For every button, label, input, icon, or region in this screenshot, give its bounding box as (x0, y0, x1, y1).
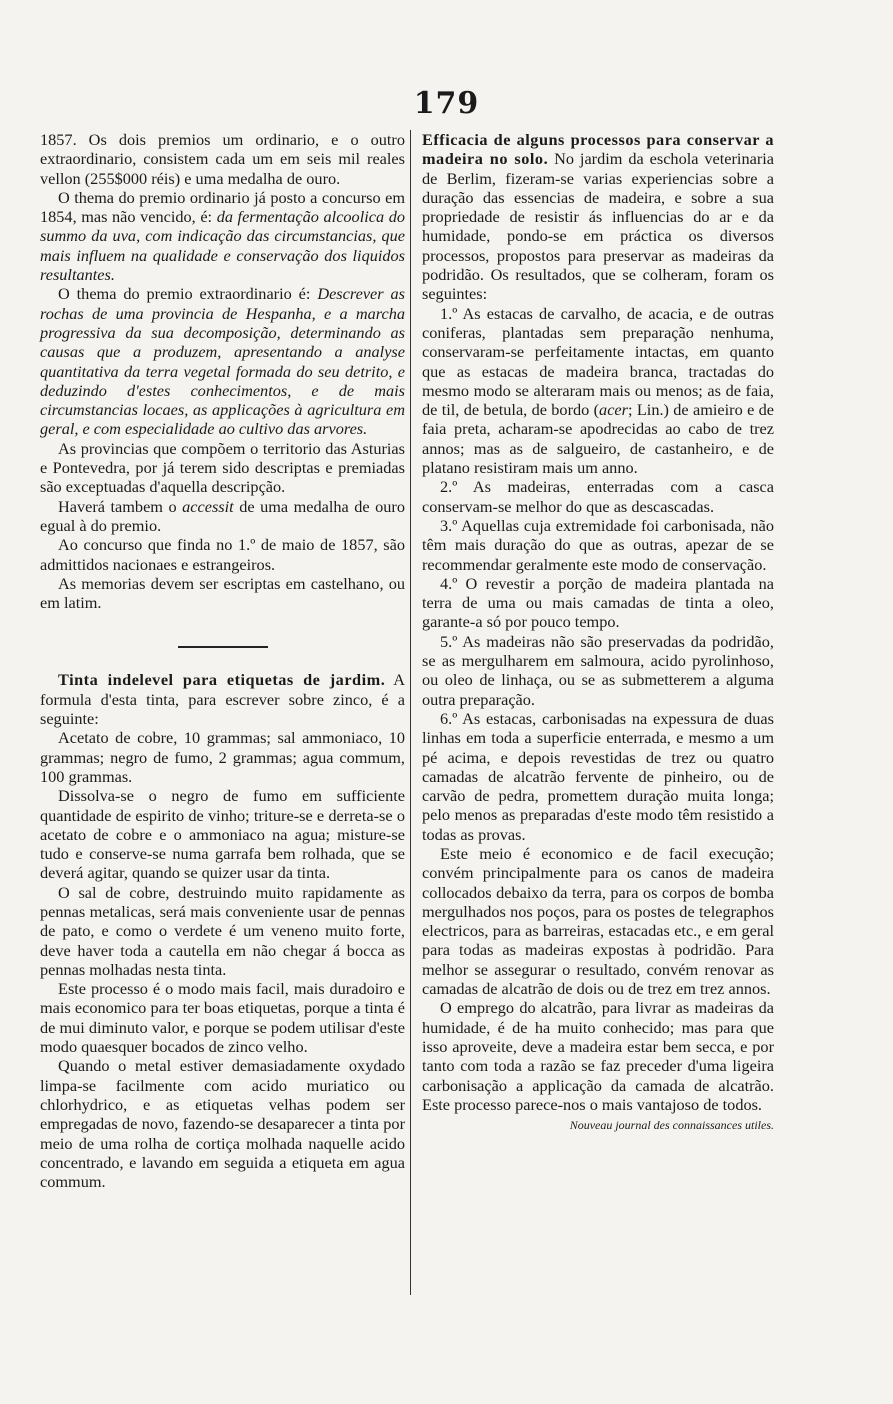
paragraph: O sal de cobre, destruindo muito rapidamente as pennas metalicas, será mais conveniente usar de pennas de pato, e como o verdete é um veneno muito forte, deve haver toda a cautella em não chegar á bocca as pennas molhadas nesta tinta. (40, 882, 405, 979)
source-citation: Nouveau journal des connaissances utiles. (569, 1118, 774, 1133)
paragraph: As memorias devem ser escriptas em castelhano, ou em latim. (40, 573, 405, 613)
left-column (40, 130, 405, 1191)
section-heading: Tinta indelevel para etiquetas de jardim. (58, 670, 386, 690)
list-item: 4.º O revestir a porção de madeira plantada na terra de uma ou mais camadas de tinta a oleo, garante-a só por pouco tempo. (422, 573, 774, 632)
paragraph: O thema do premio ordinario já posto a concurso em 1854, mas não vencido, é: da fermentação alcoolica do summo da uva, com indicação das circumstancias, que mais influem na qualidade e conservação dos liquidos resultantes. (40, 187, 405, 285)
paragraph: Este meio é economico e de facil execução; convém principalmente para os canos de madeira collocados debaixo da terra, para os corpos de bomba mergulhados nos poços, para os postes de telegraphos electricos, para as barreiras, estacadas etc., e em geral para todas as madeiras expostas à podridão. Para melhor se assegurar o resultado, convém renovar as camadas de alcatrão de dois ou de trez em trez annos. (422, 843, 774, 999)
paragraph: Haverá tambem o accessit de uma medalha de ouro egual à do premio. (40, 496, 405, 535)
section-divider (178, 646, 268, 648)
paragraph: Ao concurso que finda no 1.º de maio de 1857, são admittidos nacionaes e estrangeiros. (40, 535, 405, 574)
column-rule (410, 130, 411, 1295)
wood-section-intro: Efficacia de alguns processos para conservar a madeira no solo. No jardim da eschola veterinaria de Berlim, fizeram-se varias experiencias sobre a duração das essencias de madeira, e sobre a sua propriedade de resistir ás influencias do ar e da humidade, pondo-se em práctica os diversos processos, propostos para preservar as madeiras da podridão. Os resultados, que se colheram, foram os seguintes: (422, 130, 774, 304)
paragraph: As provincias que compõem o territorio das Asturias e Pontevedra, por já terem sido descriptas e premiadas são exceptuadas d'aquella descripção. (40, 438, 405, 497)
paragraph: Acetato de cobre, 10 grammas; sal ammoniaco, 10 grammas; negro de fumo, 2 grammas; agua commum, 100 grammas. (40, 728, 405, 786)
page-number: 179 (413, 86, 480, 121)
paragraph: 1857. Os dois premios um ordinario, e o outro extraordinario, consistem cada um em seis mil reales vellon (255$000 réis) e uma medalha de ouro. (40, 130, 405, 188)
paragraph: O emprego do alcatrão, para livrar as madeiras da humidade, é de ha muito conhecido; mas para que isso aproveite, deve a madeira estar bem secca, e por tanto com toda a razão se faz preceder d'uma ligeira carbonisação a applicação da camada de alcatrão. Este processo parece-nos o mais vantajoso de todos. (422, 998, 774, 1114)
right-column (422, 130, 774, 1135)
list-item: 2.º As madeiras, enterradas com a casca conservam-se melhor do que as descascadas. (422, 477, 774, 516)
list-item: 6.º As estacas, carbonisadas na expessura de duas linhas em toda a superficie enterrada, e mesmo a um pé acima, e depois revestidas de trez ou quatro camadas de alcatrão fervente de pinheiro, ou de carvão de pedra, promettem duração muita longa; pelo menos as preparadas d'este modo têm resistido a todas as provas. (422, 708, 774, 844)
paragraph: Este processo é o modo mais facil, mais duradoiro e mais economico para ter boas etiquetas, porque a tinta é de mui diminuto valor, e porque se podem utilisar d'este modo quaesquer bocados de zinco velho. (40, 979, 405, 1057)
paragraph: O thema do premio extraordinario é: Descrever as rochas de uma provincia de Hespanha, e a marcha progressiva da sua decomposição, determinando as causas que a produzem, apresentando a analyse quantitativa da terra vegetal formada do seu detrito, e deduzindo d'estes conhecimentos, e de mais circumstancias locaes, as applicações à agricultura em geral, e com especialidade ao cultivo das arvores. (40, 284, 405, 439)
paragraph: Dissolva-se o negro de fumo em sufficiente quantidade de espirito de vinho; triture-se e derreta-se o acetato de cobre e o ammoniaco na agua; misture-se tudo e conserve-se numa garrafa bem rolhada, que se deverá agitar, quando se quizer usar da tinta. (40, 786, 405, 883)
list-item: 1.º As estacas de carvalho, de acacia, e de outras coniferas, plantadas sem preparação nenhuma, conservaram-se perfeitamente intactas, em quanto que as estacas de madeira branca, tractadas do mesmo modo se alteraram mais ou menos; as de faia, de til, de betula, de bordo (acer; Lin.) de amieiro e de faia preta, acharam-se apodrecidas ao cabo de trez annos; mas as de salgueiro, de castanheiro, e de platano resistiram mais um anno. (422, 303, 774, 478)
ink-section-intro: Tinta indelevel para etiquetas de jardim. A formula d'esta tinta, para escrever sobre zinco, é a seguinte: (40, 670, 405, 729)
paragraph: Quando o metal estiver demasiadamente oxydado limpa-se facilmente com acido muriatico ou chlorhydrico, e as etiquetas velhas podem ser empregadas de novo, fazendo-se desaparecer a tinta por meio de uma rolha de cortiça molhada naquelle acido concentrado, e lavando em seguida a etiqueta em agua commum. (40, 1056, 405, 1192)
list-item: 3.º Aquellas cuja extremidade foi carbonisada, não têm mais duração do que as outras, apezar de se recommendar geralmente este modo de conservação. (422, 515, 774, 574)
section-heading: Efficacia de alguns processos para conservar a madeira no solo. (422, 130, 774, 169)
list-item: 5.º As madeiras não são preservadas da podridão, se as mergulharem em salmoura, acido pyrolinhoso, ou oleo de linhaça, ou se as submetterem a alguma outra preparação. (422, 631, 774, 709)
